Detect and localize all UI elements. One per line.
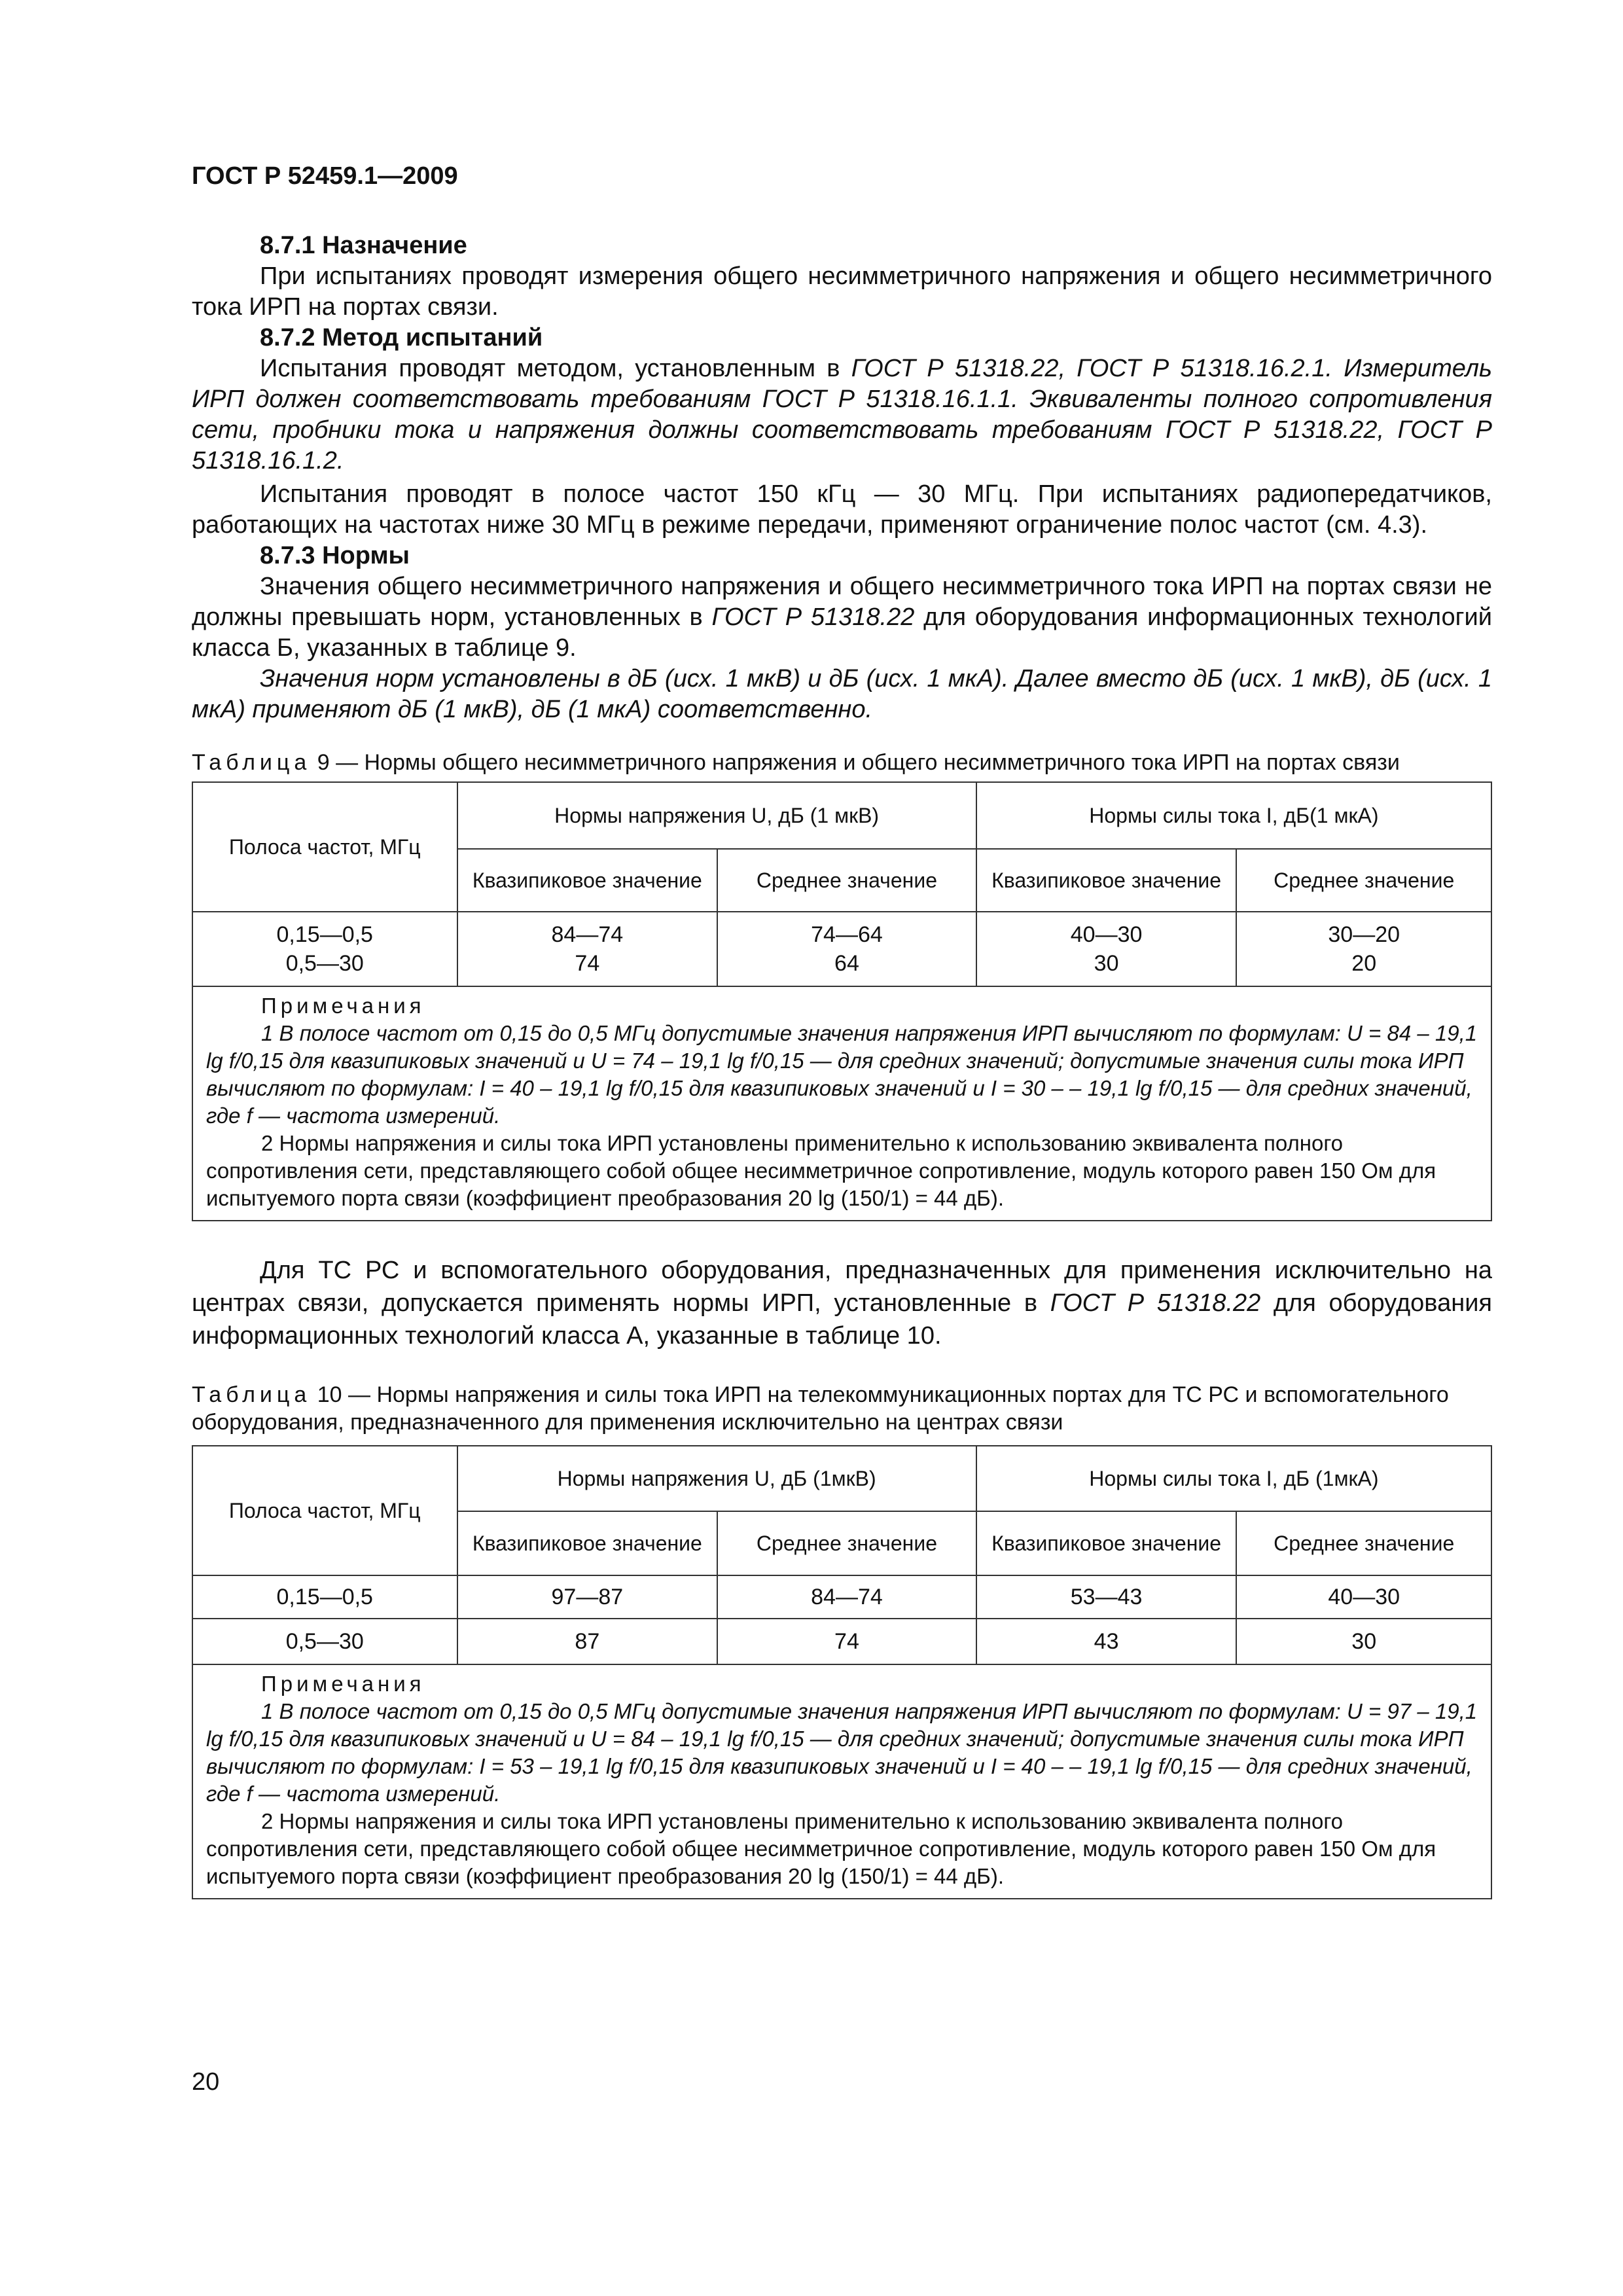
table9-freq-2: 0,5—30: [285, 951, 364, 976]
table10-caption: [192, 1381, 1492, 1436]
table10-row1-v-qp: 97—87: [457, 1575, 718, 1619]
table10-row2-v-avg: 74: [717, 1619, 976, 1664]
table9-cell-v-avg: [717, 912, 976, 986]
table10-row1-i-avg: 40—30: [1236, 1575, 1491, 1619]
table9-v-avg-2: 64: [834, 951, 859, 976]
table9-notes: [192, 986, 1491, 1221]
table10-caption-text: 10 — Нормы напряжения и силы тока ИРП на телекоммуникационных портах для ТС РС и вспомогательного оборудования, предназначенного для применения исключительно на центрах связи: [192, 1382, 1449, 1435]
table9-header-voltage: Нормы напряжения U, дБ (1 мкВ): [457, 782, 976, 849]
table10-subheader-avg-voltage: Среднее значение: [717, 1511, 976, 1575]
section-8-7-3-text2: Значения норм установлены в дБ (исх. 1 мкВ) и дБ (исх. 1 мкА). Далее вместо дБ (исх. 1 мкВ), дБ (исх. 1 мкА) применяют дБ (1 мкВ), дБ (1 мкА) соответственно.: [192, 665, 1492, 723]
table10: [192, 1445, 1492, 1899]
table9-v-qp-2: 74: [575, 951, 600, 976]
table9-subheader-qp-voltage: Квазипиковое значение: [457, 849, 718, 912]
table10-row2-freq: 0,5—30: [192, 1619, 457, 1664]
table9-notes-title: Примечания: [261, 994, 425, 1018]
table10-row1-freq: 0,15—0,5: [192, 1575, 457, 1619]
section-8-7-3-text: [192, 571, 1492, 664]
table9-header-current: Нормы силы тока I, дБ(1 мкА): [976, 782, 1491, 849]
page-number: 20: [192, 2068, 220, 2096]
table9-cell-v-qp: [457, 912, 718, 986]
table10-row1-i-qp: 53—43: [976, 1575, 1237, 1619]
section-8-7-2-text2: Испытания проводят в полосе частот 150 кГц — 30 МГц. При испытаниях радиопередатчиков, работающих на частотах ниже 30 МГц в режиме передачи, применяют ограничение полос частот (см. 4.3).: [192, 480, 1492, 539]
section-8-7-2-text: [192, 353, 1492, 476]
section-8-7-3-text-c: для оборудования информационных технологий класса Б, указанных в таблице 9.: [192, 603, 1492, 662]
table10-notes-title: Примечания: [261, 1672, 425, 1696]
table9-note-2: 2 Нормы напряжения и силы тока ИРП установлены применительно к использованию эквивалента полного сопротивления сети, представляющего собой общее несимметричное сопротивление, модуль которого равен 150 Ом для испытуемого порта связи (коэффициент преобразования 20 lg (150/1) = 44 дБ).: [206, 1131, 1436, 1210]
document-header: ГОСТ Р 52459.1—2009: [192, 162, 458, 190]
section-8-7-3-text-b: ГОСТ Р 51318.22: [711, 603, 915, 631]
table10-note-1: 1 В полосе частот от 0,15 до 0,5 МГц допустимые значения напряжения ИРП вычисляют по формулам: U = 97 – 19,1 lg f/0,15 для квазипиковых значений и U = 84 – 19,1 lg f/0,15 — для средних значений; допустимые значения силы тока ИРП вычисляют по формулам: I = 53 – 19,1 lg f/0,15 для квазипиковых значений и I = 40 – – 19,1 lg f/0,15 — для средних значений, где f — частота измерений.: [206, 1699, 1478, 1806]
table10-row2-v-qp: 87: [457, 1619, 718, 1664]
table9-subheader-qp-current: Квазипиковое значение: [976, 849, 1237, 912]
table9-subheader-avg-current: Среднее значение: [1236, 849, 1491, 912]
table10-notes: [192, 1664, 1491, 1899]
table10-row1-v-avg: 84—74: [717, 1575, 976, 1619]
section-8-7-1-title: 8.7.1 Назначение: [260, 232, 467, 259]
table9-i-avg-1: 30—20: [1328, 922, 1400, 947]
document-body: [192, 230, 1492, 1899]
table9-freq-1: 0,15—0,5: [276, 922, 373, 947]
table10-header-voltage: Нормы напряжения U, дБ (1мкВ): [457, 1446, 976, 1511]
paragraph-between-b: ГОСТ Р 51318.22: [1050, 1289, 1261, 1317]
table9-subheader-avg-voltage: Среднее значение: [717, 849, 976, 912]
table9-i-qp-1: 40—30: [1070, 922, 1143, 947]
table9-v-qp-1: 84—74: [551, 922, 624, 947]
section-8-7-2-text-a: Испытания проводят методом, установленным в: [260, 355, 851, 382]
section-8-7-2-title: 8.7.2 Метод испытаний: [260, 324, 543, 351]
table9-caption-text: 9 — Нормы общего несимметричного напряжения и общего несимметричного тока ИРП на портах связи: [311, 750, 1400, 775]
table9-v-avg-1: 74—64: [811, 922, 883, 947]
table9-i-avg-2: 20: [1351, 951, 1377, 976]
paragraph-between-tables: [192, 1254, 1492, 1352]
table9-cell-i-avg: [1236, 912, 1491, 986]
table9-cell-freq: [192, 912, 457, 986]
table9-cell-i-qp: [976, 912, 1237, 986]
table9-row: [192, 912, 1491, 986]
table9: [192, 781, 1492, 1221]
table10-header-current: Нормы силы тока I, дБ (1мкА): [976, 1446, 1491, 1511]
table10-header-freq: Полоса частот, МГц: [192, 1446, 457, 1575]
table-row: [192, 1619, 1491, 1664]
table10-note-2: 2 Нормы напряжения и силы тока ИРП установлены применительно к использованию эквивалента полного сопротивления сети, представляющего собой общее несимметричное сопротивление, модуль которого равен 150 Ом для испытуемого порта связи (коэффициент преобразования 20 lg (150/1) = 44 дБ).: [206, 1809, 1436, 1888]
table9-i-qp-2: 30: [1094, 951, 1119, 976]
table10-subheader-avg-current: Среднее значение: [1236, 1511, 1491, 1575]
section-8-7-3-title: 8.7.3 Нормы: [260, 542, 410, 569]
section-8-7-1-text: При испытаниях проводят измерения общего несимметричного напряжения и общего несимметричного тока ИРП на портах связи.: [192, 262, 1492, 321]
table9-header-freq: Полоса частот, МГц: [192, 782, 457, 912]
section-8-7-2-text-b: ГОСТ Р 51318.22, ГОСТ Р 51318.16.2.1. Измеритель ИРП должен соответствовать требованиям ГОСТ Р 51318.16.1.1. Эквиваленты полного сопротивления сети, пробники тока и напряжения должны соответствовать требованиям ГОСТ Р 51318.22, ГОСТ Р 51318.16.1.2.: [192, 355, 1493, 475]
table9-caption: [192, 749, 1492, 776]
section-8-7-3-text-a: Значения общего несимметричного напряжения и общего несимметричного тока ИРП на портах связи не должны превышать норм, установленных в: [192, 573, 1492, 631]
paragraph-between-c: для оборудования информационных технологий класса А, указанные в таблице 10.: [192, 1289, 1492, 1350]
table10-row2-i-qp: 43: [976, 1619, 1237, 1664]
table9-caption-word: Таблица: [192, 750, 312, 775]
table10-subheader-qp-voltage: Квазипиковое значение: [457, 1511, 718, 1575]
table10-row2-i-avg: 30: [1236, 1619, 1491, 1664]
table10-caption-word: Таблица: [192, 1382, 312, 1407]
table10-subheader-qp-current: Квазипиковое значение: [976, 1511, 1237, 1575]
paragraph-between-a: Для ТС РС и вспомогательного оборудования, предназначенных для применения исключительно на центрах связи, допускается применять нормы ИРП, установленные в: [192, 1257, 1492, 1317]
table9-note-1: 1 В полосе частот от 0,15 до 0,5 МГц допустимые значения напряжения ИРП вычисляют по формулам: U = 84 – 19,1 lg f/0,15 для квазипиковых значений и U = 74 – 19,1 lg f/0,15 — для средних значений; допустимые значения силы тока ИРП вычисляют по формулам: I = 40 – 19,1 lg f/0,15 для квазипиковых значений и I = 30 – – 19,1 lg f/0,15 — для средних значений, где f — частота измерений.: [206, 1021, 1478, 1128]
table-row: [192, 1575, 1491, 1619]
